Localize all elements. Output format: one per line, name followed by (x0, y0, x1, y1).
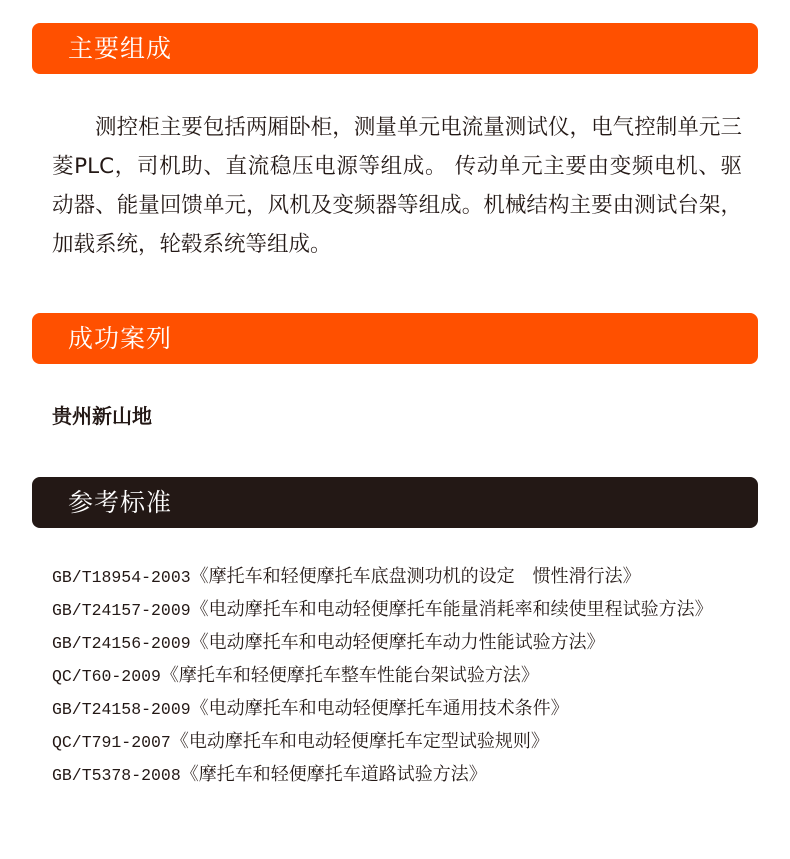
standard-item (52, 626, 713, 659)
standard-item (52, 692, 713, 725)
standard-code: GB/T24158-2009 (52, 700, 191, 719)
standard-name: 《电动摩托车和电动轻便摩托车动力性能试验方法》 (190, 632, 605, 653)
section-title: 参考标准 (68, 488, 173, 517)
standard-item (52, 758, 713, 791)
standard-name: 《摩托车和轻便摩托车整车性能台架试验方法》 (160, 665, 539, 686)
standard-item (52, 593, 713, 626)
standards-list (52, 560, 713, 791)
standard-item (52, 725, 713, 758)
standard-code: QC/T60-2009 (52, 667, 161, 686)
section-header-cases (32, 313, 758, 364)
section-header-standards (32, 477, 758, 528)
section-header-composition (32, 23, 758, 74)
section-title: 主要组成 (68, 34, 173, 63)
section-title: 成功案列 (68, 324, 173, 353)
case-item: 贵州新山地 (52, 404, 152, 428)
standard-name: 《电动摩托车和电动轻便摩托车通用技术条件》 (190, 698, 569, 719)
standard-name: 《摩托车和轻便摩托车底盘测功机的设定 惯性滑行法》 (190, 566, 641, 587)
standard-item (52, 659, 713, 692)
standard-code: GB/T24157-2009 (52, 601, 191, 620)
standard-code: GB/T18954-2003 (52, 568, 191, 587)
standard-code: QC/T791-2007 (52, 733, 171, 752)
standard-code: GB/T24156-2009 (52, 634, 191, 653)
standard-name: 《电动摩托车和电动轻便摩托车定型试验规则》 (170, 731, 549, 752)
standard-name: 《摩托车和轻便摩托车道路试验方法》 (180, 764, 487, 785)
composition-paragraph: 测控柜主要包括两厢卧柜，测量单元电流量测试仪，电气控制单元三菱PLC，司机助、直流稳压电源等组成。 传动单元主要由变频电机、驱动器、能量回馈单元，风机及变频器等组成。机械结构主要由测试台架，加载系统，轮毂系统等组成。 (52, 115, 742, 257)
standard-code: GB/T5378-2008 (52, 766, 181, 785)
standard-name: 《电动摩托车和电动轻便摩托车能量消耗率和续使里程试验方法》 (190, 599, 713, 620)
standard-item (52, 560, 713, 593)
